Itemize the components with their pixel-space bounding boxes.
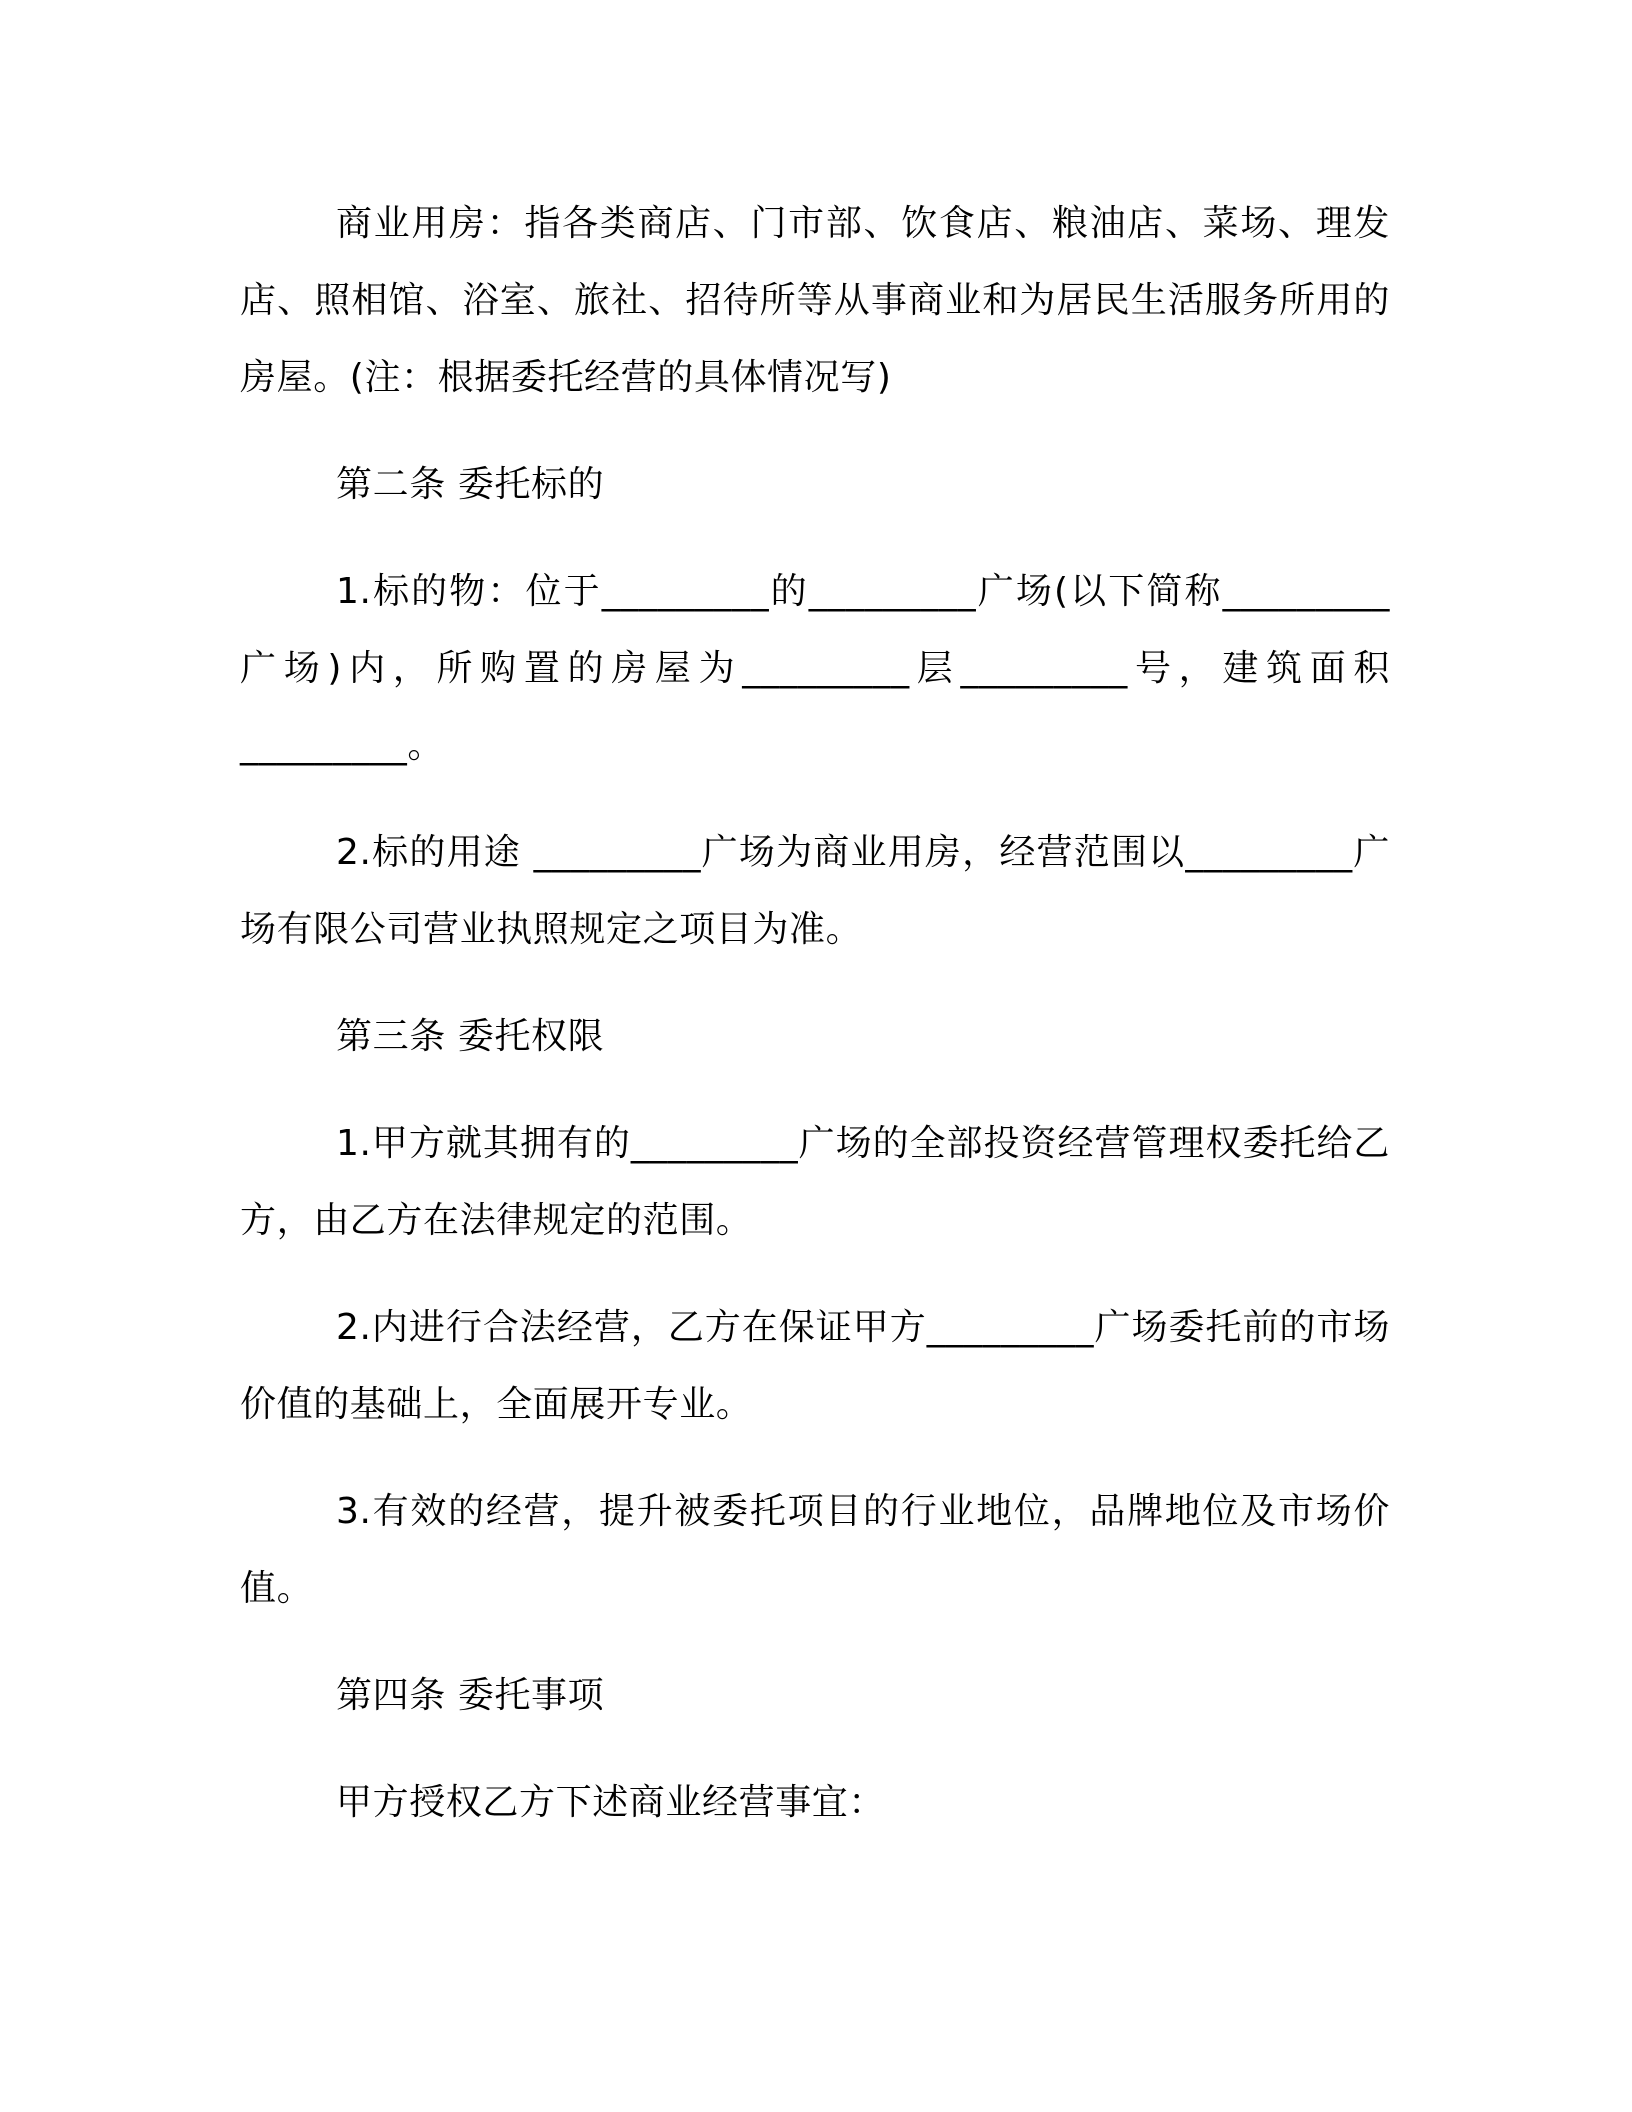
paragraph-authorization: 甲方授权乙方下述商业经营事宜： xyxy=(336,1782,886,1823)
document-body xyxy=(240,185,1390,1871)
paragraph-authority-3: 3.有效的经营，提升被委托项目的行业地位，品牌地位及市场价值。 xyxy=(240,1491,1390,1609)
paragraph-commercial-housing-definition: 商业用房：指各类商店、门市部、饮食店、粮油店、菜场、理发店、照相馆、浴室、旅社、招待所等从事商业和为居民生活服务所用的房屋。(注：根据委托经营的具体情况写) xyxy=(240,203,1390,398)
article-3-heading: 第三条 委托权限 xyxy=(336,1016,605,1057)
paragraph-subject-use: 2.标的用途 _________广场为商业用房，经营范围以_________广场有限公司营业执照规定之项目为准。 xyxy=(240,832,1390,950)
article-2-heading: 第二条 委托标的 xyxy=(336,464,605,505)
paragraph-authority-2: 2.内进行合法经营，乙方在保证甲方_________广场委托前的市场价值的基础上，全面展开专业。 xyxy=(240,1307,1390,1425)
article-4-heading: 第四条 委托事项 xyxy=(336,1675,605,1716)
paragraph-subject-matter: 1.标的物：位于_________的_________广场(以下简称_________广场)内，所购置的房屋为_________层_________号，建筑面积_________。 xyxy=(240,571,1390,766)
paragraph-authority-1: 1.甲方就其拥有的_________广场的全部投资经营管理权委托给乙方，由乙方在法律规定的范围。 xyxy=(240,1123,1390,1241)
